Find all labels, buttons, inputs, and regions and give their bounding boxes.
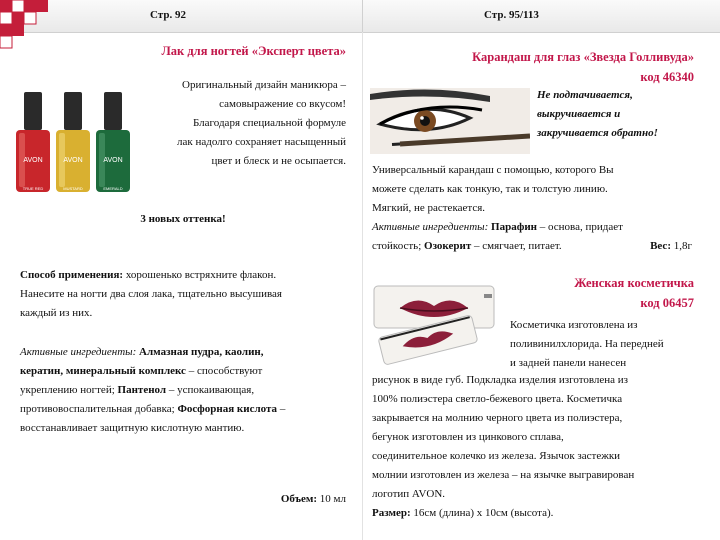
bottle-shade: MUSTARD: [63, 186, 83, 191]
ingredient-bold: кератин, минеральный комплекс: [20, 365, 186, 377]
volume-label: Объем:: [280, 493, 318, 505]
usage-line: Нанесите на ногти два слоя лака, тщательно высушивая: [20, 288, 282, 300]
page-number-left: Стр. 92: [150, 9, 186, 21]
ingredient-text: – успокаивающая,: [166, 384, 255, 396]
usage-label: Способ применения:: [20, 269, 124, 281]
nail-polish-title: Лак для ногтей «Эксперт цвета»: [161, 44, 346, 58]
weight-value: 1,8г: [670, 240, 692, 252]
ingredient-text: – смягчает, питает.: [471, 240, 562, 252]
ingredient-text: – основа, придает: [537, 221, 623, 233]
intro-line: лак надолго сохраняет насыщенный: [177, 136, 346, 148]
ingredient-text: укреплению ногтей;: [20, 384, 118, 396]
bottle-shade: TRUE RED: [22, 186, 44, 191]
eye-pencil-title: [372, 47, 694, 87]
desc-line: и задней панели нанесен: [510, 357, 627, 369]
shades-note: 3 новых оттенка!: [140, 213, 226, 225]
intro-line: цвет и блеск и не осыпается.: [211, 155, 346, 167]
eye-pencil-features: [537, 86, 717, 143]
bottle-yellow: [56, 92, 90, 192]
desc-line: рисунок в виде губ. Подкладка изделия изготовлена из: [372, 374, 629, 386]
desc-line: Косметичка изготовлена из: [510, 319, 638, 331]
intro-line: самовыражение со вкусом!: [219, 98, 346, 110]
intro-line: Благодаря специальной формуле: [193, 117, 346, 129]
nail-polish-intro: [136, 76, 346, 171]
desc-line: закрывается на молнию черного цвета из полиэстера,: [372, 412, 623, 424]
eye-pencil-image: [370, 88, 530, 154]
usage-line: каждый из них.: [20, 307, 93, 319]
cosmetic-bag-image: [372, 282, 500, 374]
bottle-shade: EMERALD: [103, 186, 123, 191]
eye-pencil-description: [372, 161, 692, 256]
weight-label: Вес:: [650, 240, 671, 252]
bottle-brand: AVON: [23, 157, 43, 164]
desc-line: поливинилхлорида. На передней: [510, 338, 664, 350]
ingredient-bold: Фосфорная кислота: [177, 403, 278, 415]
desc-line: можете сделать как тонкую, так и толстую линию.: [372, 183, 608, 195]
desc-line: бегунок изготовлен из цинкового сплава,: [372, 431, 564, 443]
feature-line: закручивается обратно!: [537, 127, 658, 139]
eye-pencil-name: Карандаш для глаз «Звезда Голливуда»: [472, 50, 694, 64]
ingredient-text: противовоспалительная добавка;: [20, 403, 178, 415]
desc-line: логотип AVON.: [372, 488, 446, 500]
ingredients-block: [20, 343, 350, 438]
ingredient-text: восстанавливает защитную кислотную мантию.: [20, 422, 245, 434]
feature-line: выкручивается и: [537, 108, 621, 120]
header-bar-right: [362, 0, 720, 33]
page-number-right: Стр. 95/113: [484, 9, 539, 21]
volume-value: 10 мл: [317, 493, 346, 505]
usage-line: хорошенько встряхните флакон.: [123, 269, 277, 281]
ingredient-bold: Пантенол: [117, 384, 167, 396]
ingredients-label: Активные ингредиенты:: [372, 221, 489, 233]
cosmetic-bag-name: Женская косметичка: [574, 276, 694, 290]
cosmetic-bag-title: [500, 273, 694, 313]
ingredient-text: – способствуют: [185, 365, 263, 377]
bottle-red: [16, 92, 50, 192]
desc-line: соединительное колечко из железа. Язычок застежки: [372, 450, 621, 462]
usage-block: [20, 266, 350, 323]
bottle-green: [96, 92, 130, 192]
desc-line: Универсальный карандаш с помощью, которого Вы: [372, 164, 614, 176]
nail-polish-image: [14, 92, 132, 198]
ingredient-bold: Озокерит: [424, 240, 472, 252]
intro-line: Оригинальный дизайн маникюра –: [182, 79, 346, 91]
volume-line: [200, 490, 346, 509]
desc-line: Мягкий, не растекается.: [372, 202, 486, 214]
column-divider: [362, 32, 363, 540]
bottle-brand: AVON: [103, 157, 123, 164]
desc-line: 100% полиэстера светло-бежевого цвета. Косметичка: [372, 393, 623, 405]
cosmetic-bag-desc-side: [510, 316, 720, 373]
ingredient-bold: Алмазная пудра, каолин,: [136, 346, 264, 358]
bottle-brand: AVON: [63, 157, 83, 164]
desc-line: молнии изготовлен из железа – на язычке выгравирован: [372, 469, 635, 481]
cosmetic-bag-desc: [372, 371, 702, 523]
ingredient-bold: Парафин: [488, 221, 538, 233]
decorative-squares: [0, 0, 60, 50]
eye-pencil-code: код 46340: [640, 70, 694, 84]
size-label: Размер:: [372, 507, 411, 519]
size-value: 16см (длина) х 10см (высота).: [410, 507, 554, 519]
feature-line: Не подтачивается,: [537, 89, 633, 101]
ingredient-text: –: [277, 403, 286, 415]
ingredients-label: Активные ингредиенты:: [20, 346, 137, 358]
cosmetic-bag-code: код 06457: [640, 296, 694, 310]
ingredient-text: стойкость;: [372, 240, 425, 252]
